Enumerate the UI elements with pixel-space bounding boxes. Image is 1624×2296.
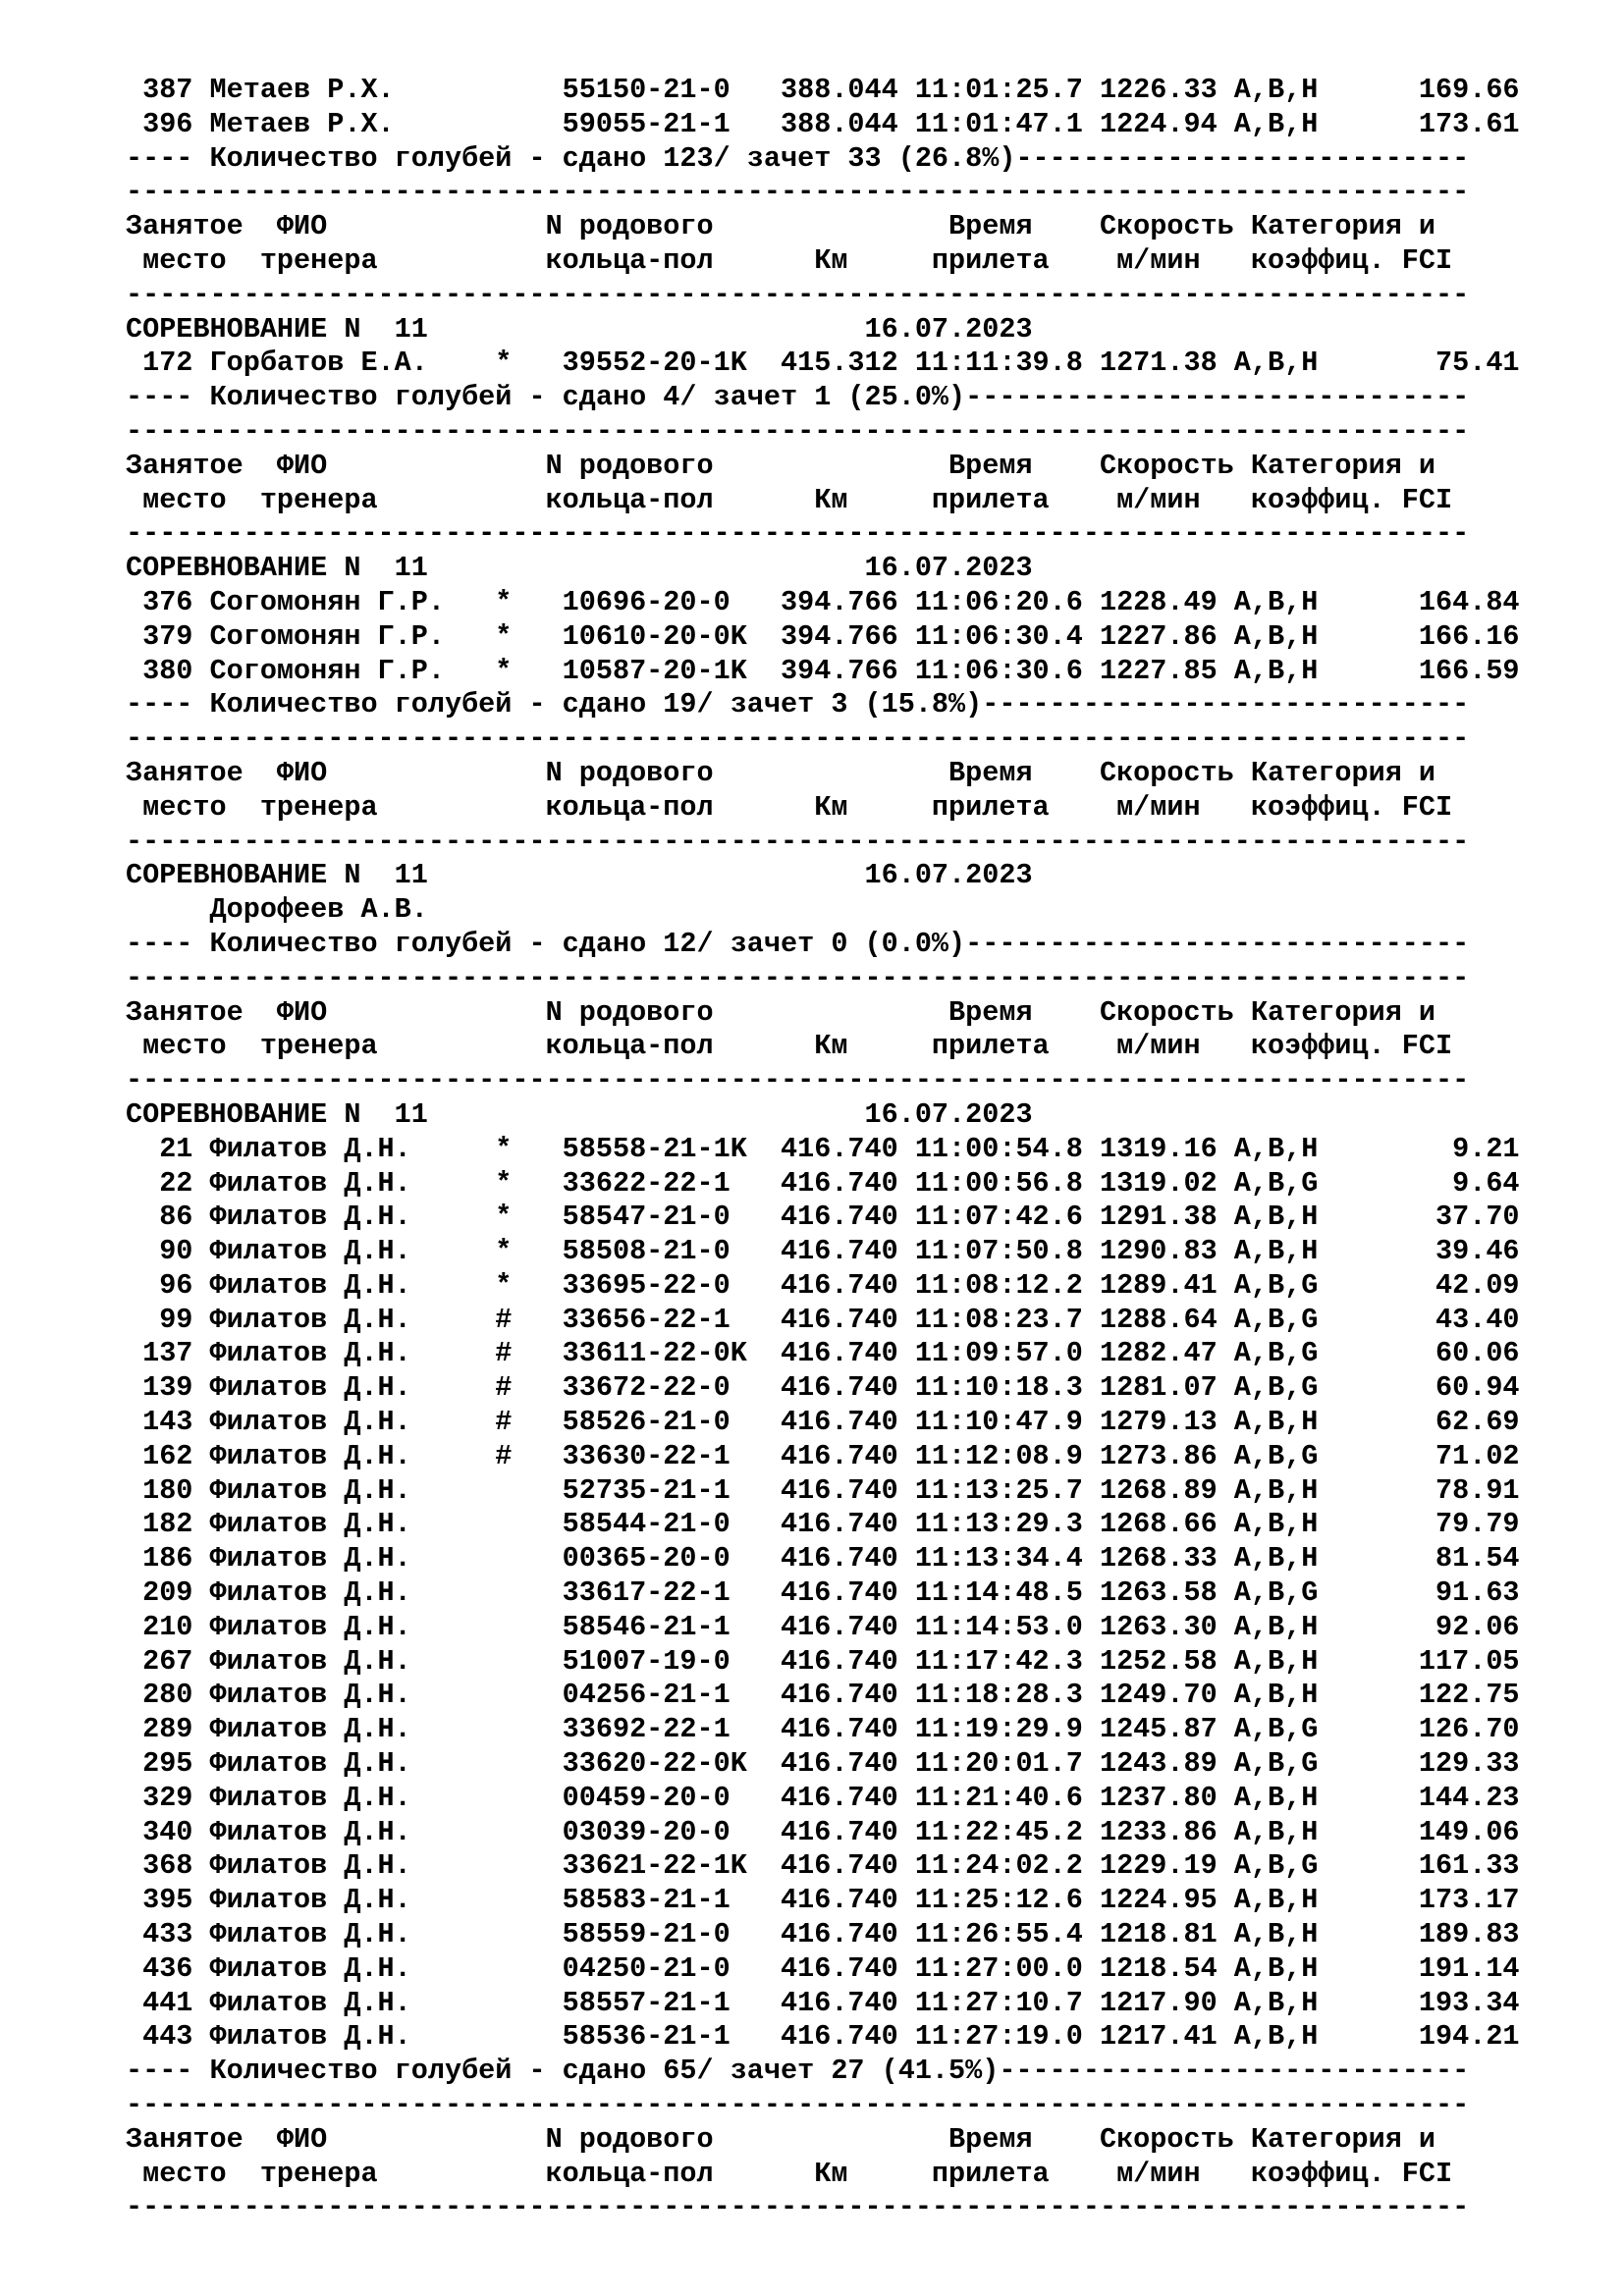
separator-line: -------------------------------------------------------------------------------- [126,722,1470,756]
competition-header: СОРЕВНОВАНИЕ N 11 16.07.2023 [126,312,1033,346]
competition-header: СОРЕВНОВАНИЕ N 11 16.07.2023 [126,859,1033,892]
column-header: Занятое ФИО N родового Время Скорость Категория и [126,995,1436,1029]
result-row: 96 Филатов Д.Н. * 33695-22-0 416.740 11:08:12.2 1289.41 A,B,G 42.09 [126,1268,1520,1302]
column-header: Занятое ФИО N родового Время Скорость Категория и [126,210,1436,243]
result-row: 172 Горбатов Е.А. * 39552-20-1K 415.312 11:11:39.8 1271.38 A,B,H 75.41 [126,347,1520,380]
separator-line: -------------------------------------------------------------------------------- [126,414,1470,448]
result-row: 289 Филатов Д.Н. 33692-22-1 416.740 11:19:29.9 1245.87 A,B,G 126.70 [126,1713,1520,1746]
result-row: 86 Филатов Д.Н. * 58547-21-0 416.740 11:07:42.6 1291.38 A,B,H 37.70 [126,1201,1520,1234]
column-header: Занятое ФИО N родового Время Скорость Категория и [126,449,1436,482]
result-row: 395 Филатов Д.Н. 58583-21-1 416.740 11:25:12.6 1224.95 A,B,H 173.17 [126,1884,1520,1917]
summary-line: ---- Количество голубей - сдано 123/ зачет 33 (26.8%)--------------------------- [126,141,1470,175]
result-row: 209 Филатов Д.Н. 33617-22-1 416.740 11:14:48.5 1263.58 A,B,G 91.63 [126,1576,1520,1610]
result-row: 137 Филатов Д.Н. # 33611-22-0K 416.740 11:09:57.0 1282.47 A,B,G 60.06 [126,1337,1520,1370]
result-row: 368 Филатов Д.Н. 33621-22-1K 416.740 11:24:02.2 1229.19 A,B,G 161.33 [126,1849,1520,1883]
competition-header: СОРЕВНОВАНИЕ N 11 16.07.2023 [126,552,1033,585]
result-row: 139 Филатов Д.Н. # 33672-22-0 416.740 11:10:18.3 1281.07 A,B,G 60.94 [126,1371,1520,1405]
result-row: 22 Филатов Д.Н. * 33622-22-1 416.740 11:00:56.8 1319.02 A,B,G 9.64 [126,1166,1520,1200]
result-row: Дорофеев А.В. [126,893,428,927]
result-row: 90 Филатов Д.Н. * 58508-21-0 416.740 11:07:50.8 1290.83 A,B,H 39.46 [126,1235,1520,1268]
summary-line: ---- Количество голубей - сдано 12/ зачет 0 (0.0%)------------------------------ [126,927,1470,960]
summary-line: ---- Количество голубей - сдано 65/ зачет 27 (41.5%)---------------------------- [126,2055,1470,2088]
separator-line: -------------------------------------------------------------------------------- [126,517,1470,551]
result-row: 380 Согомонян Г.Р. * 10587-20-1K 394.766 11:06:30.6 1227.85 A,B,H 166.59 [126,654,1520,687]
result-row: 433 Филатов Д.Н. 58559-21-0 416.740 11:26:55.4 1218.81 A,B,H 189.83 [126,1918,1520,1951]
result-row: 267 Филатов Д.Н. 51007-19-0 416.740 11:17:42.3 1252.58 A,B,H 117.05 [126,1644,1520,1678]
result-row: 436 Филатов Д.Н. 04250-21-0 416.740 11:27:00.0 1218.54 A,B,H 191.14 [126,1951,1520,1985]
result-row: 162 Филатов Д.Н. # 33630-22-1 416.740 11:12:08.9 1273.86 A,B,G 71.02 [126,1439,1520,1472]
column-header: место тренера кольца-пол Км прилета м/мин коэффиц. FCI [126,2157,1453,2190]
summary-line: ---- Количество голубей - сдано 4/ зачет 1 (25.0%)------------------------------ [126,381,1470,414]
result-row: 443 Филатов Д.Н. 58536-21-1 416.740 11:27:19.0 1217.41 A,B,H 194.21 [126,2020,1520,2054]
separator-line: -------------------------------------------------------------------------------- [126,176,1470,209]
result-row: 340 Филатов Д.Н. 03039-20-0 416.740 11:22:45.2 1233.86 A,B,H 149.06 [126,1815,1520,1848]
result-row: 143 Филатов Д.Н. # 58526-21-0 416.740 11:10:47.9 1279.13 A,B,H 62.69 [126,1406,1520,1439]
result-row: 379 Согомонян Г.Р. * 10610-20-0K 394.766 11:06:30.4 1227.86 A,B,H 166.16 [126,619,1520,653]
column-header: место тренера кольца-пол Км прилета м/мин коэффиц. FCI [126,483,1453,516]
result-row: 21 Филатов Д.Н. * 58558-21-1K 416.740 11:00:54.8 1319.16 A,B,H 9.21 [126,1132,1520,1165]
column-header: Занятое ФИО N родового Время Скорость Категория и [126,756,1436,789]
separator-line: -------------------------------------------------------------------------------- [126,961,1470,994]
column-header: место тренера кольца-пол Км прилета м/мин коэффиц. FCI [126,243,1453,277]
result-row: 186 Филатов Д.Н. 00365-20-0 416.740 11:13:34.4 1268.33 A,B,H 81.54 [126,1542,1520,1575]
separator-line: -------------------------------------------------------------------------------- [126,278,1470,311]
result-row: 180 Филатов Д.Н. 52735-21-1 416.740 11:13:25.7 1268.89 A,B,H 78.91 [126,1473,1520,1507]
result-row: 329 Филатов Д.Н. 00459-20-0 416.740 11:21:40.6 1237.80 A,B,H 144.23 [126,1781,1520,1814]
result-row: 210 Филатов Д.Н. 58546-21-1 416.740 11:14:53.0 1263.30 A,B,H 92.06 [126,1610,1520,1643]
result-row: 280 Филатов Д.Н. 04256-21-1 416.740 11:18:28.3 1249.70 A,B,H 122.75 [126,1679,1520,1712]
summary-line: ---- Количество голубей - сдано 19/ зачет 3 (15.8%)----------------------------- [126,688,1470,721]
separator-line: -------------------------------------------------------------------------------- [126,2089,1470,2122]
result-row: 441 Филатов Д.Н. 58557-21-1 416.740 11:27:10.7 1217.90 A,B,H 193.34 [126,1986,1520,2019]
result-row: 396 Метаев Р.Х. 59055-21-1 388.044 11:01:47.1 1224.94 A,B,H 173.61 [126,107,1520,140]
results-report [126,74,1598,2225]
column-header: место тренера кольца-пол Км прилета м/мин коэффиц. FCI [126,790,1453,824]
result-row: 387 Метаев Р.Х. 55150-21-0 388.044 11:01:25.7 1226.33 A,B,H 169.66 [126,74,1520,106]
separator-line: -------------------------------------------------------------------------------- [126,1064,1470,1097]
result-row: 295 Филатов Д.Н. 33620-22-0K 416.740 11:20:01.7 1243.89 A,B,G 129.33 [126,1747,1520,1781]
result-row: 182 Филатов Д.Н. 58544-21-0 416.740 11:13:29.3 1268.66 A,B,H 79.79 [126,1508,1520,1541]
column-header: Занятое ФИО N родового Время Скорость Категория и [126,2122,1436,2156]
result-row: 99 Филатов Д.Н. # 33656-22-1 416.740 11:08:23.7 1288.64 A,B,G 43.40 [126,1303,1520,1336]
column-header: место тренера кольца-пол Км прилета м/мин коэффиц. FCI [126,1030,1453,1063]
separator-line: -------------------------------------------------------------------------------- [126,825,1470,858]
competition-header: СОРЕВНОВАНИЕ N 11 16.07.2023 [126,1097,1033,1131]
result-row: 376 Согомонян Г.Р. * 10696-20-0 394.766 11:06:20.6 1228.49 A,B,H 164.84 [126,585,1520,618]
separator-line: -------------------------------------------------------------------------------- [126,2191,1470,2224]
